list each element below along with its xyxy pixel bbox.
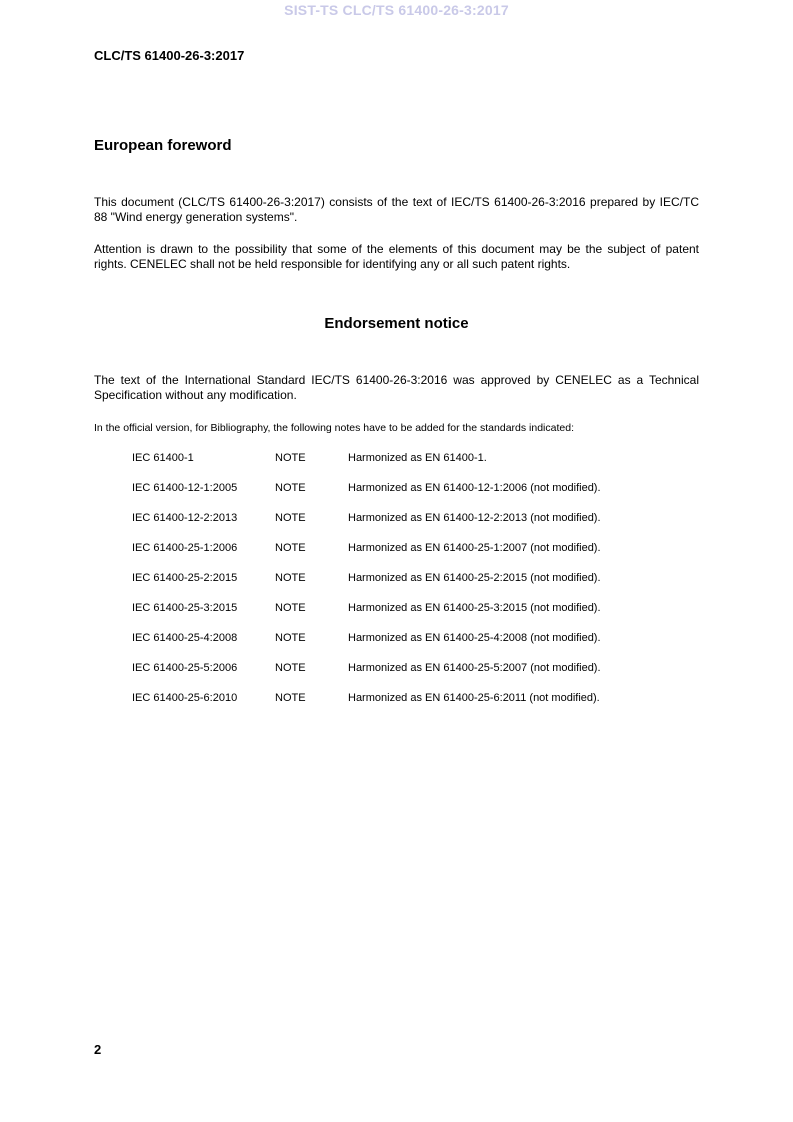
note-text: Harmonized as EN 61400-25-6:2011 (not modified). — [348, 692, 600, 704]
note-text: Harmonized as EN 61400-12-2:2013 (not modified). — [348, 512, 601, 524]
note-text: Harmonized as EN 61400-25-1:2007 (not modified). — [348, 542, 601, 554]
note-standard: IEC 61400-25-6:2010 — [132, 692, 238, 704]
endorsement-heading: Endorsement notice — [324, 315, 469, 332]
notes-intro: In the official version, for Bibliography, the following notes have to be added for the standards indicated: — [94, 422, 574, 434]
note-label: NOTE — [275, 512, 306, 524]
note-label: NOTE — [275, 482, 306, 494]
note-text: Harmonized as EN 61400-25-5:2007 (not modified). — [348, 662, 601, 674]
page-number: 2 — [94, 1042, 102, 1057]
foreword-heading: European foreword — [94, 137, 232, 154]
note-standard: IEC 61400-12-2:2013 — [132, 512, 238, 524]
note-standard: IEC 61400-1 — [132, 452, 194, 464]
foreword-paragraph-2: Attention is drawn to the possibility that some of the elements of this document may be the subject of patent rights. CENELEC shall not be held responsible for identifying any or all such patent rights. — [94, 242, 699, 271]
watermark: SIST-TS CLC/TS 61400-26-3:2017 — [284, 2, 509, 18]
note-standard: IEC 61400-12-1:2005 — [132, 482, 238, 494]
note-label: NOTE — [275, 452, 306, 464]
note-standard: IEC 61400-25-1:2006 — [132, 542, 238, 554]
note-label: NOTE — [275, 662, 306, 674]
note-standard: IEC 61400-25-5:2006 — [132, 662, 238, 674]
note-label: NOTE — [275, 542, 306, 554]
endorsement-paragraph: The text of the International Standard IEC/TS 61400-26-3:2016 was approved by CENELEC as a Technical Specification without any modification. — [94, 373, 699, 402]
note-text: Harmonized as EN 61400-25-4:2008 (not modified). — [348, 632, 601, 644]
note-text: Harmonized as EN 61400-1. — [348, 452, 487, 464]
note-text: Harmonized as EN 61400-25-2:2015 (not modified). — [348, 572, 601, 584]
foreword-paragraph-1: This document (CLC/TS 61400-26-3:2017) consists of the text of IEC/TS 61400-26-3:2016 prepared by IEC/TC 88 "Wind energy generation systems". — [94, 195, 699, 224]
note-text: Harmonized as EN 61400-25-3:2015 (not modified). — [348, 602, 601, 614]
document-id: CLC/TS 61400-26-3:2017 — [94, 48, 245, 63]
note-text: Harmonized as EN 61400-12-1:2006 (not modified). — [348, 482, 601, 494]
note-standard: IEC 61400-25-3:2015 — [132, 602, 238, 614]
note-label: NOTE — [275, 572, 306, 584]
note-standard: IEC 61400-25-4:2008 — [132, 632, 238, 644]
note-label: NOTE — [275, 692, 306, 704]
note-label: NOTE — [275, 602, 306, 614]
note-standard: IEC 61400-25-2:2015 — [132, 572, 238, 584]
note-label: NOTE — [275, 632, 306, 644]
